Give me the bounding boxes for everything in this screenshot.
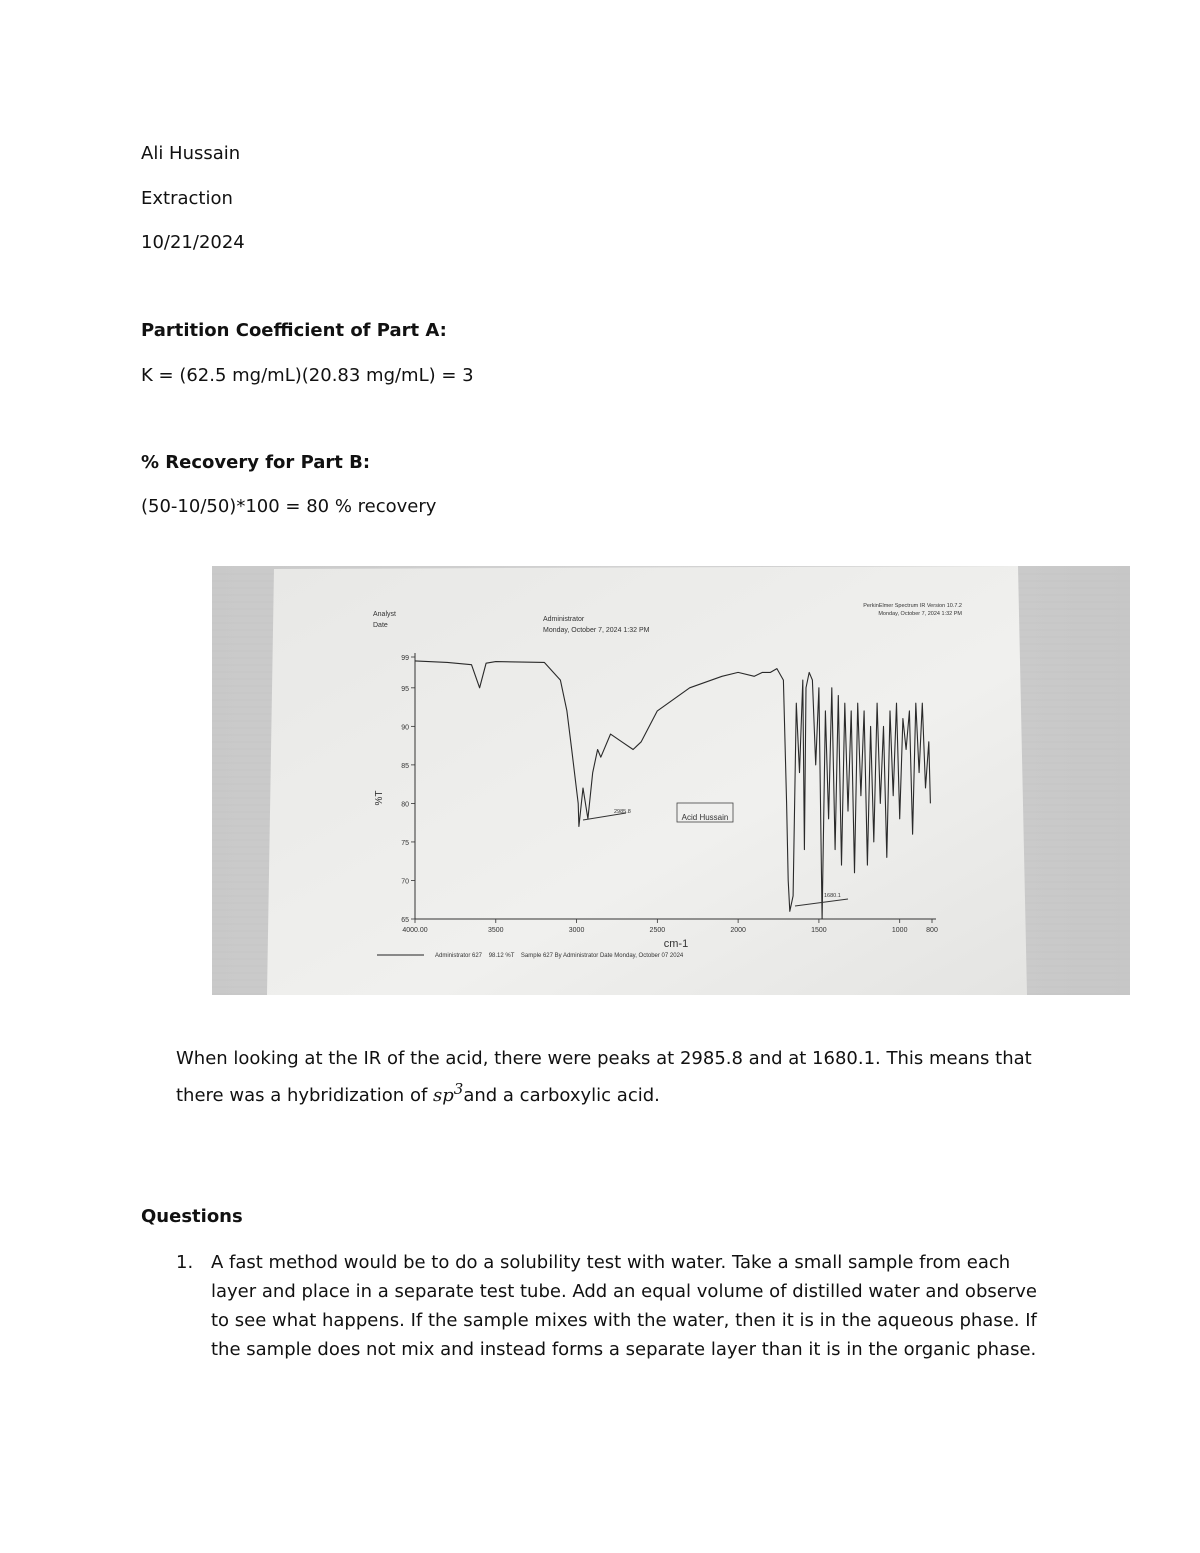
x-axis-label: cm-1 [663, 938, 689, 950]
part-a-equation: K = (62.5 mg/mL)(20.83 mg/mL) = 3 [141, 365, 474, 386]
y-tick-label: 99 [401, 655, 409, 662]
questions-heading: Questions [141, 1206, 243, 1227]
y-tick-label: 75 [401, 839, 409, 847]
analyst-label: Analyst [373, 611, 396, 618]
analysis-text-end: and a carboxylic acid. [463, 1085, 660, 1106]
question-answer: A fast method would be to do a solubility test with water. Take a small sample from each layer and place in a separate test tube. Add an equal volume of distilled water and observe to see what happens. If the sample mixes with the water, then it is in the aqueous phase. If the sample does not mix and instead forms a separate layer than it is in the organic phase. [211, 1252, 1037, 1360]
legend-text: Administrator 627 98.12 %T Sample 627 By Administrator Date Monday, October 07 2024 [435, 953, 684, 959]
y-tick-label: 70 [401, 878, 409, 886]
ir-analysis-paragraph [176, 1044, 1056, 1111]
x-tick-label: 3500 [487, 927, 504, 934]
hybridization-math [433, 1080, 464, 1106]
x-tick-label: 4000.00 [402, 927, 428, 934]
analysis-text: When looking at the IR of the acid, there were peaks at 2985.8 and at 1680.1. This means that there was a hybridization of [176, 1048, 1032, 1106]
part-b-equation: (50-10/50)*100 = 80 % recovery [141, 496, 437, 517]
peak-label-2: 1680.1 [824, 893, 841, 899]
x-tick-label: 1000 [891, 927, 908, 934]
part-a-heading: Partition Coefficient of Part A: [141, 320, 447, 341]
y-tick-label: 65 [401, 917, 409, 924]
x-tick-label: 2000 [730, 927, 746, 934]
ir-spectrum-svg [212, 566, 1130, 995]
date-label: Date [373, 622, 388, 629]
document-subject: Extraction [141, 188, 233, 209]
x-tick-label: 3000 [568, 927, 585, 934]
x-tick-label: 1500 [811, 927, 827, 934]
author-name: Ali Hussain [141, 143, 241, 164]
y-axis-label: %T [374, 790, 385, 806]
x-tick-label: 800 [926, 927, 938, 934]
x-tick-label: 2500 [649, 927, 666, 934]
y-tick-label: 90 [401, 724, 409, 732]
peak-label-1: 2985.8 [614, 809, 631, 815]
analyst-value: Administrator [543, 616, 585, 623]
document-date: 10/21/2024 [141, 232, 245, 253]
y-tick-label: 80 [401, 801, 409, 809]
y-tick-label: 95 [401, 685, 409, 693]
software-date: Monday, October 7, 2024 1:32 PM [878, 611, 962, 617]
date-value: Monday, October 7, 2024 1:32 PM [543, 627, 650, 634]
part-b-heading: % Recovery for Part B: [141, 452, 371, 473]
ir-spectrum-photo [212, 566, 1130, 995]
math-base: sp [433, 1085, 454, 1106]
question-number: 1. [176, 1252, 194, 1273]
software-version: PerkinElmer Spectrum IR Version 10.7.2 [863, 603, 962, 609]
math-exponent: 3 [453, 1080, 464, 1098]
y-tick-label: 85 [401, 762, 409, 770]
sample-name: Acid Hussain [681, 813, 729, 822]
